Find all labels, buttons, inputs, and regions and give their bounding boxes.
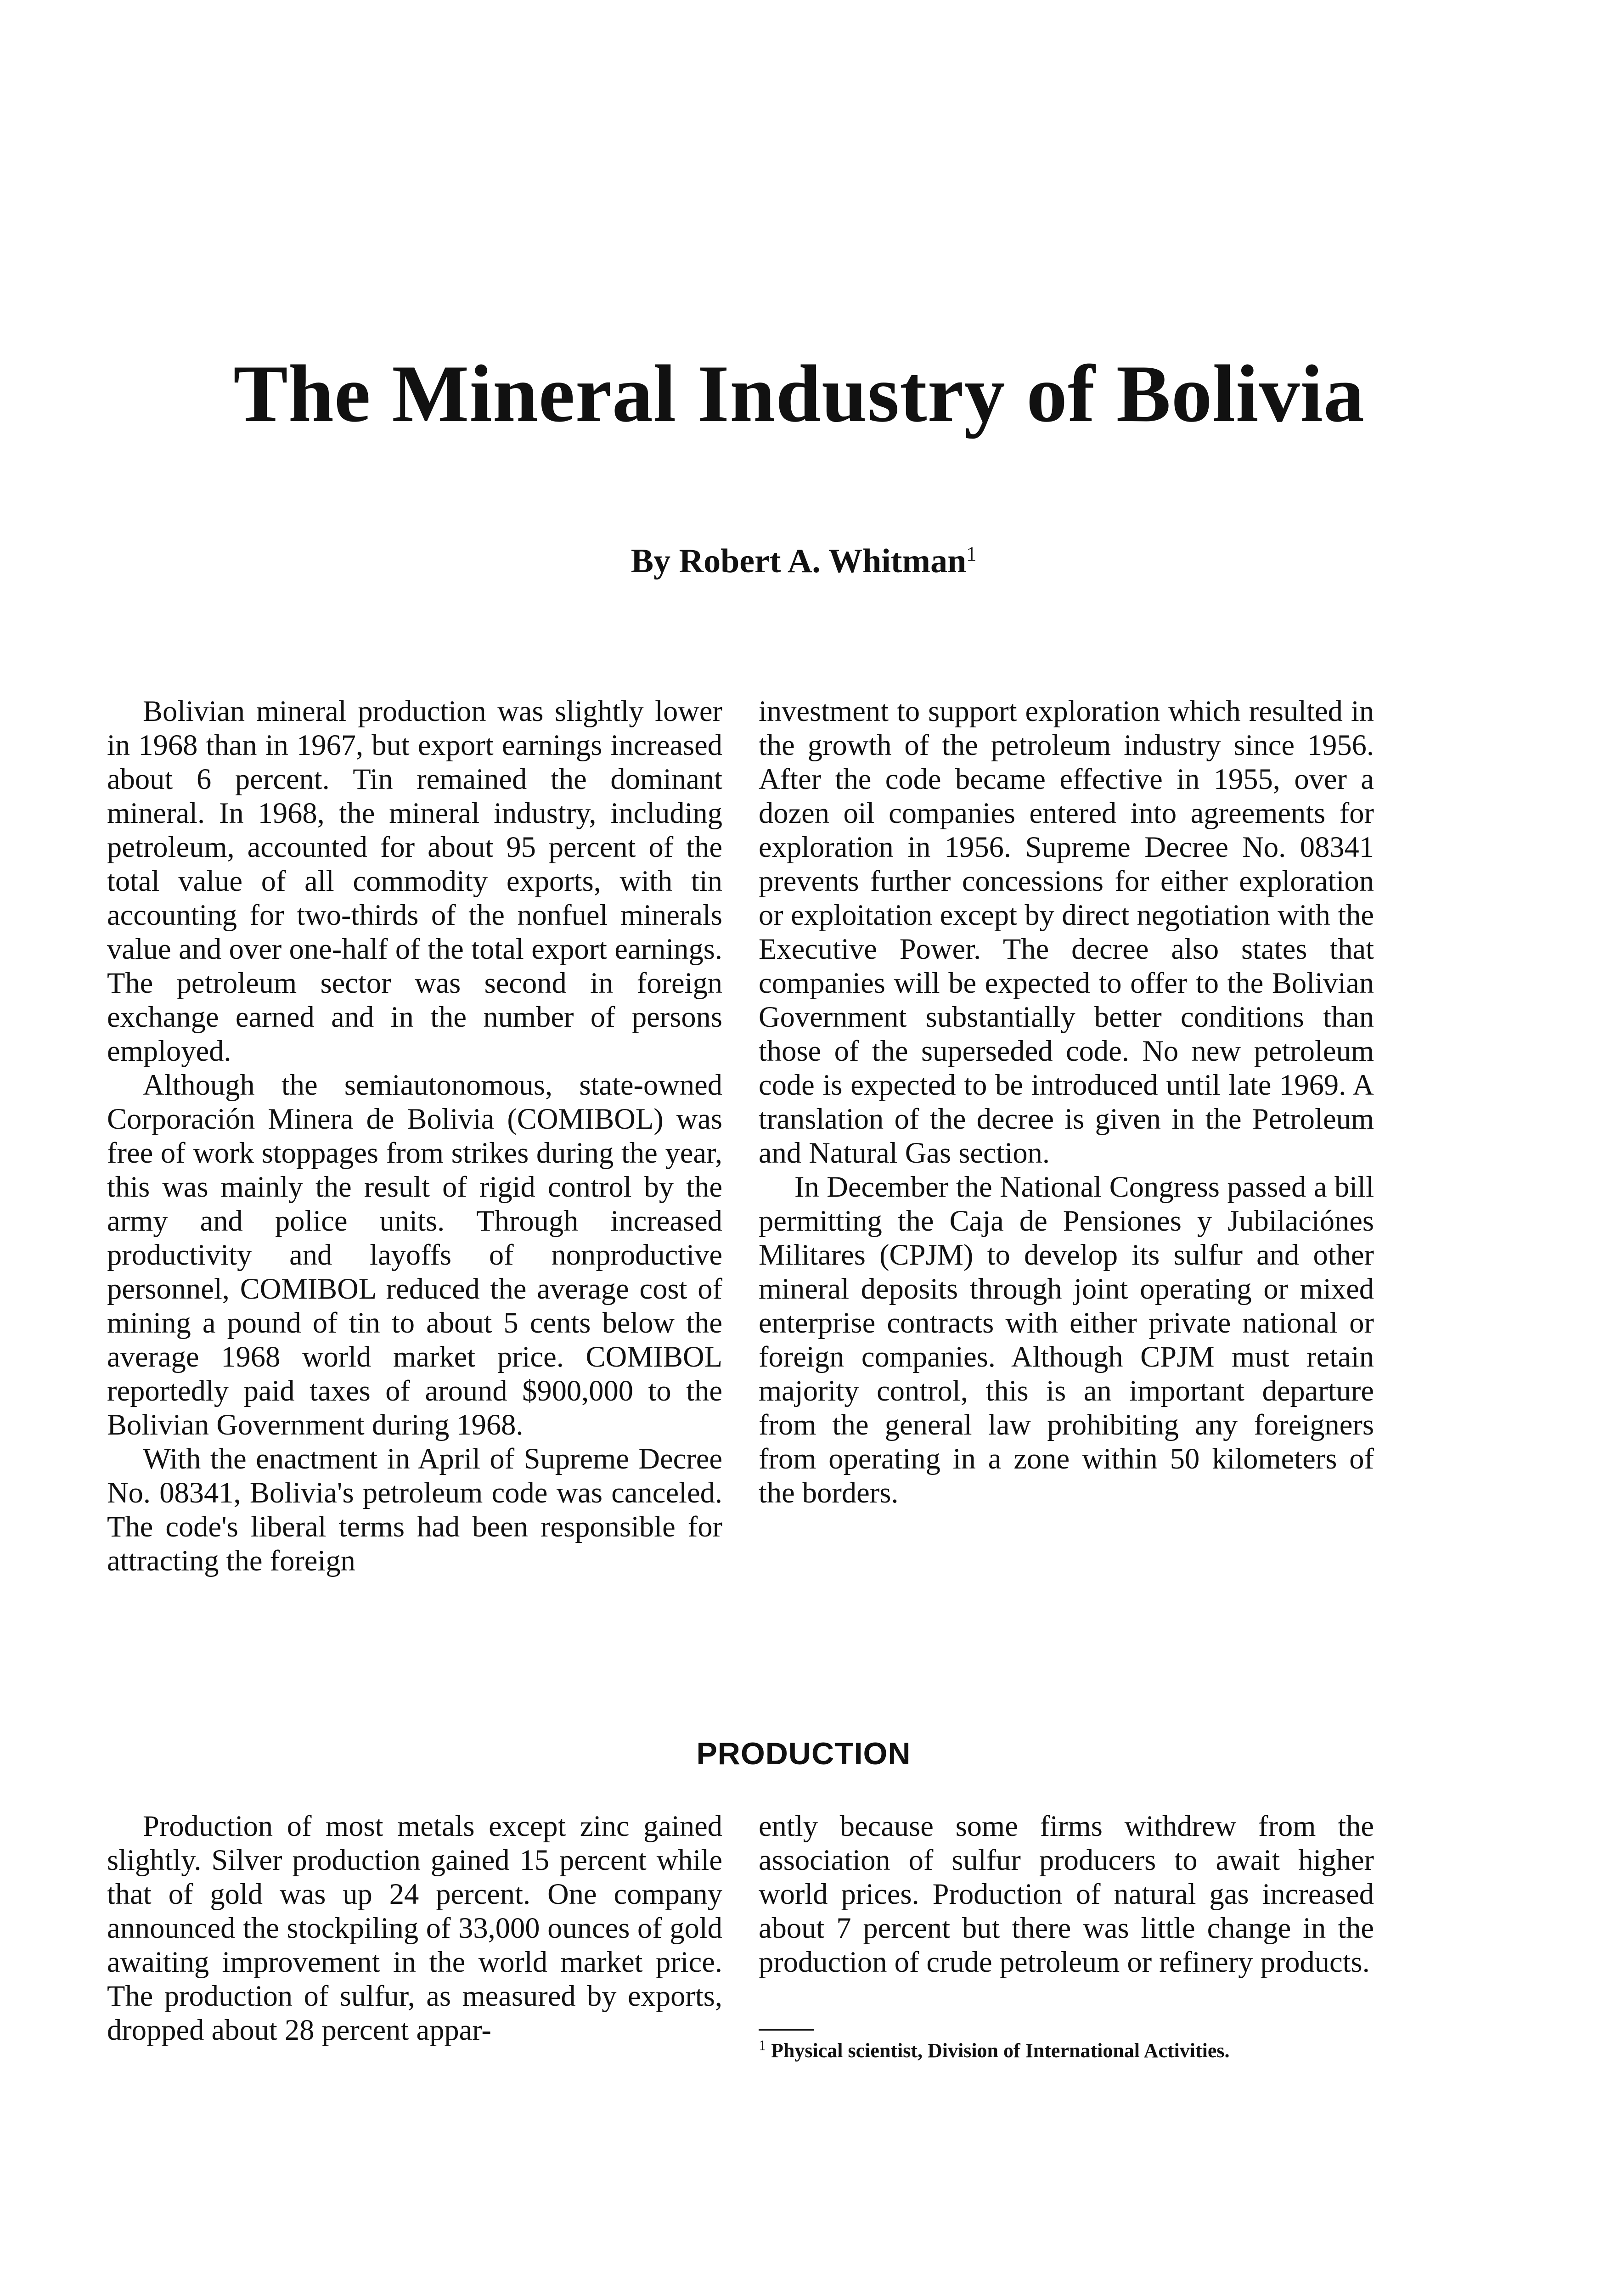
paragraph: Although the semiautonomous, state-owned Corporación Minera de Bolivia (COMIBOL) was free of work stoppages from strikes during the year, this was mainly the result of rigid control by the army and police units. Through increased productivity and layoffs of nonproductive personnel, COMIBOL reduced the average cost of mining a pound of tin to about 5 cents below the average 1968 world market price. COMIBOL reportedly paid taxes of around $900,000 to the Bolivian Government during 1968. bbox=[107, 1069, 722, 1441]
byline bbox=[528, 542, 1079, 581]
paragraph: Bolivian mineral production was slightly lower in 1968 than in 1967, but export earnings increased about 6 percent. Tin remained the dominant mineral. In 1968, the mineral industry, including petroleum, accounted for about 95 percent of the total value of all commodity exports, with tin accounting for two-thirds of the nonfuel minerals value and over one-half of the total export earnings. The petroleum sector was second in foreign exchange earned and in the number of persons employed. bbox=[107, 695, 722, 1067]
footnote-text: Physical scientist, Division of International Activities. bbox=[771, 2039, 1230, 2062]
footnote-rule bbox=[759, 2029, 814, 2031]
footnote bbox=[759, 2039, 1374, 2063]
production-column-left bbox=[107, 1809, 722, 2047]
paragraph: In December the National Congress passed a bill permitting the Caja de Pensiones y Jubilaciónes Militares (CPJM) to develop its sulfur and other mineral deposits through joint operating or mixed enterprise contracts with either private national or foreign companies. Although CPJM must retain majority control, this is an important departure from the general law prohibiting any foreigners from operating in a zone within 50 kilometers of the borders. bbox=[759, 1171, 1374, 1509]
byline-author: By Robert A. Whitman bbox=[631, 542, 967, 580]
byline-footnote-marker: 1 bbox=[966, 542, 977, 565]
section-heading-production: PRODUCTION bbox=[696, 1736, 911, 1771]
paragraph-continued: ently because some firms withdrew from the association of sulfur producers to await higher world prices. Production of natural gas increased about 7 percent but there was little change in the production of crude petroleum or refinery products. bbox=[759, 1810, 1374, 1978]
paragraph-continued: investment to support exploration which resulted in the growth of the petroleum industry since 1956. After the code became effective in 1955, over a dozen oil companies entered into agreements for exploration in 1956. Supreme Decree No. 08341 prevents further concessions for either exploration or exploitation except by direct negotiation with the Executive Power. The decree also states that companies will be expected to offer to the Bolivian Government substantially better conditions than those of the superseded code. No new petroleum code is expected to be introduced until late 1969. A translation of the decree is given in the Petroleum and Natural Gas section. bbox=[759, 695, 1374, 1169]
paragraph: With the enactment in April of Supreme Decree No. 08341, Bolivia's petroleum code was canceled. The code's liberal terms had been responsible for attracting the foreign bbox=[107, 1442, 722, 1577]
production-column-right bbox=[759, 1809, 1374, 1979]
article-title: The Mineral Industry of Bolivia bbox=[233, 348, 1365, 439]
footnote-marker: 1 bbox=[759, 2037, 766, 2054]
paragraph: Production of most metals except zinc gained slightly. Silver production gained 15 percent while that of gold was up 24 percent. One company announced the stockpiling of 33,000 ounces of gold awaiting improvement in the world market price. The production of sulfur, as measured by exports, dropped about 28 percent appar- bbox=[107, 1810, 722, 2046]
intro-column-right bbox=[759, 694, 1374, 1510]
intro-column-left bbox=[107, 694, 722, 1578]
